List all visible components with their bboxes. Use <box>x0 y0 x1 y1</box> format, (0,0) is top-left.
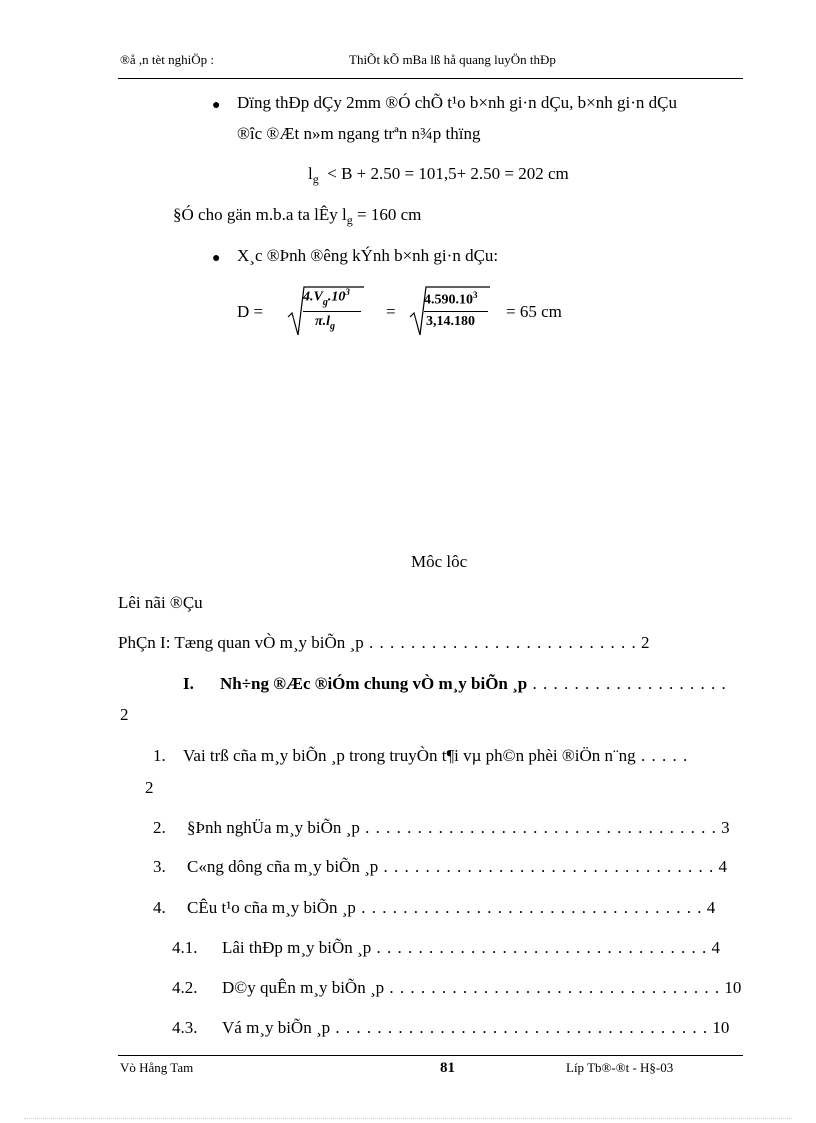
footer-author: Vò Hång Tam <box>120 1060 194 1075</box>
toc-entry-4-2-num: 4.2. <box>172 978 198 997</box>
footer-class: Líp Tb®-®t - H§-03 <box>566 1060 674 1075</box>
formula-d-result: = 65 cm <box>506 302 562 321</box>
bullet1-line2: ®îc ®Æt n»m ngang trªn n¾p thïng <box>237 124 481 143</box>
toc-entry-4-2[interactable]: D©y quÊn m¸y biÕn ¸p . . . . . . . . . . . . . . . . . . . . . . . . . . . . . . . . 10 <box>222 978 742 997</box>
formula-d-eq: = <box>386 302 396 321</box>
header-rule <box>118 78 743 79</box>
toc-entry-preface[interactable]: Lêi nãi ®Çu <box>118 593 203 612</box>
page-number: 81 <box>440 1060 455 1076</box>
choose-line: §Ó cho gän m.b.a ta lÊy $l_g = 160$ cm <box>173 205 422 227</box>
toc-entry-I-num: I. <box>183 674 194 693</box>
bullet1-line1: Dïng thÐp dÇy 2mm ®Ó chÕ t¹o b×nh gi·n dÇu, b×nh gi·n dÇu <box>237 93 677 112</box>
toc-title: Môc lôc <box>411 552 468 571</box>
toc-entry-I[interactable]: Nh÷ng ®Æc ®iÓm chung vÒ m¸y biÕn ¸p . . . . . . . . . . . . . . . . . . . <box>220 674 727 693</box>
toc-entry-4-1-num: 4.1. <box>172 938 198 957</box>
toc-entry-4-3-num: 4.3. <box>172 1018 198 1037</box>
toc-entry-3-num: 3. <box>153 857 166 876</box>
toc-entry-4[interactable]: CÊu t¹o cña m¸y biÕn ¸p . . . . . . . . . . . . . . . . . . . . . . . . . . . . . . . . . 4 <box>187 898 716 917</box>
toc-entry-2[interactable]: §Þnh nghÜa m¸y biÕn ¸p . . . . . . . . . . . . . . . . . . . . . . . . . . . . . . . . . . 3 <box>187 818 730 837</box>
bullet-dot: ● <box>212 98 221 113</box>
header-left: ®å ,n tèt nghiÖp : <box>120 52 215 67</box>
toc-entry-1-num: 1. <box>153 746 166 765</box>
page-edge <box>24 1118 792 1119</box>
toc-entry-4-3[interactable]: Vá m¸y biÕn ¸p . . . . . . . . . . . . . . . . . . . . . . . . . . . . . . . . . . . . 10 <box>222 1018 730 1037</box>
formula-lg: $l_g < B + 2.50 = 101,5+ 2.50 = 202$ cm <box>308 164 569 186</box>
toc-entry-2-num: 2. <box>153 818 166 837</box>
toc-entry-3[interactable]: C«ng dông cña m¸y biÕn ¸p . . . . . . . . . . . . . . . . . . . . . . . . . . . . . . . . 4 <box>187 857 727 876</box>
bullet-dot: ● <box>212 251 221 266</box>
toc-entry-part1[interactable]: PhÇn I: Tæng quan vÒ m¸y biÕn ¸p . . . . . . . . . . . . . . . . . . . . . . . . . . 2 <box>118 633 650 652</box>
toc-entry-I-page: 2 <box>120 705 129 724</box>
toc-entry-1[interactable]: Vai trß cña m¸y biÕn ¸p trong truyÒn t¶i vµ ph©n phèi ®iÖn n¨ng . . . . . <box>183 746 689 765</box>
toc-entry-4-num: 4. <box>153 898 166 917</box>
footer-rule <box>118 1055 743 1056</box>
toc-entry-1-page: 2 <box>145 778 154 797</box>
bullet2-text: X¸c ®Þnh ®êng kÝnh b×nh gi·n dÇu: <box>237 246 499 265</box>
header-right: ThiÕt kÕ mBa lß hå quang luyÖn thÐp <box>349 52 556 67</box>
formula-d-lhs: D = <box>237 302 264 321</box>
toc-entry-4-1[interactable]: Lâi thÐp m¸y biÕn ¸p . . . . . . . . . . . . . . . . . . . . . . . . . . . . . . . . 4 <box>222 938 720 957</box>
